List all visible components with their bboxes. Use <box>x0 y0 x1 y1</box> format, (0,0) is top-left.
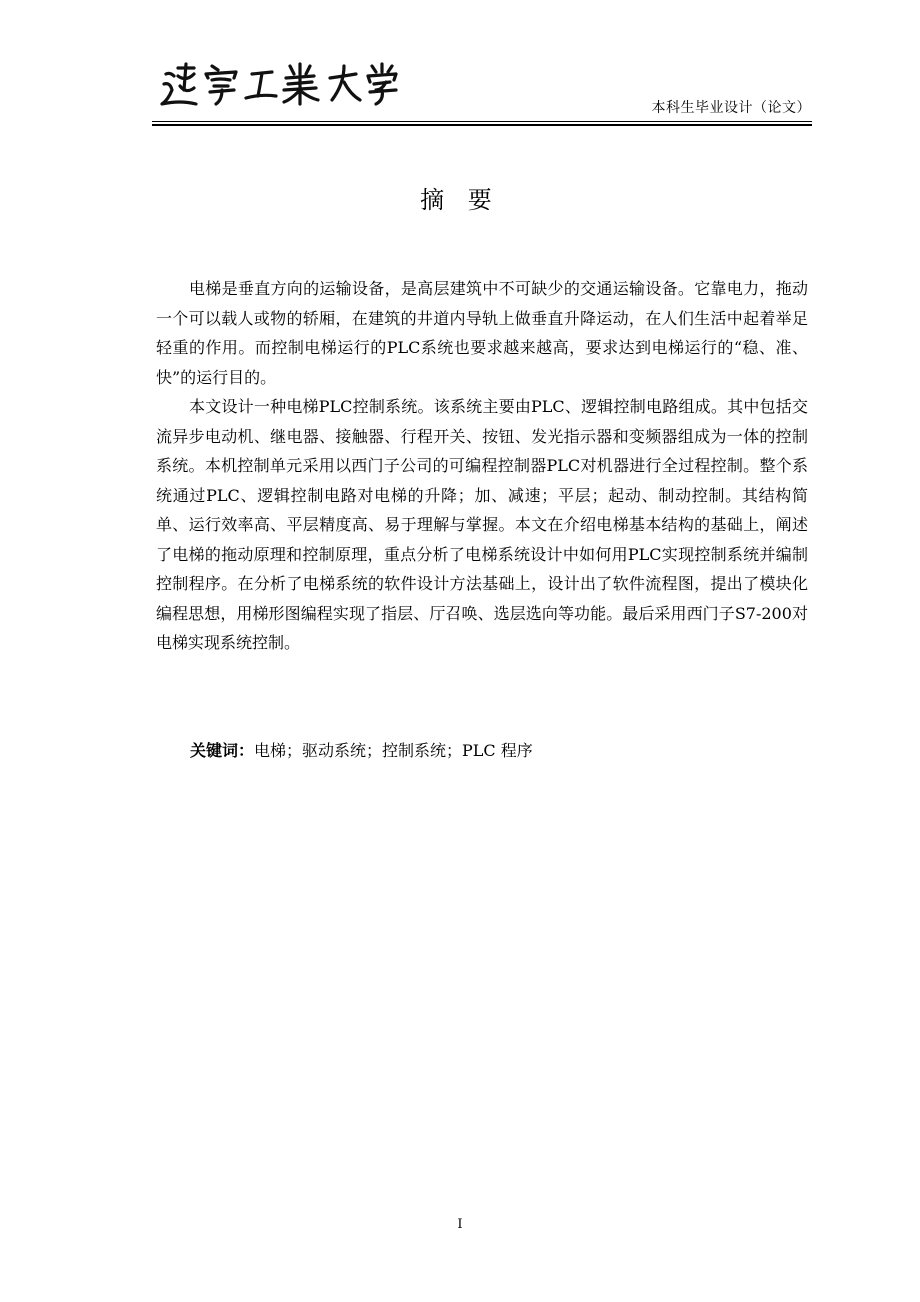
abstract-paragraph-1: 电梯是垂直方向的运输设备，是高层建筑中不可缺少的交通运输设备。它靠电力，拖动一个可以载人或物的轿厢，在建筑的井道内导轨上做垂直升降运动，在人们生活中起着举足轻重的作用。而控制电梯运行的PLC系统也要求越来越高，要求达到电梯运行的“稳、准、快”的运行目的。 <box>156 279 808 387</box>
keywords-label: 关键词： <box>190 741 255 760</box>
page-number: I <box>457 1217 463 1232</box>
header-rule-thick <box>152 124 812 126</box>
keywords-text: 电梯；驱动系统；控制系统；PLC 程序 <box>254 741 533 760</box>
abstract-paragraph-2: 本文设计一种电梯PLC控制系统。该系统主要由PLC、逻辑控制电路组成。其中包括交流异步电动机、继电器、接触器、行程开关、按钮、发光指示器和变频器组成为一体的控制系统。本机控制单元采用以西门子公司的可编程控制器PLC对机器进行全过程控制。整个系统通过PLC、逻辑控制电路对电梯的升降；加、减速；平层；起动、制动控制。其结构简单、运行效率高、平层精度高、易于理解与掌握。本文在介绍电梯基本结构的基础上，阐述了电梯的拖动原理和控制原理，重点分析了电梯系统设计中如何用PLC实现控制系统并编制控制程序。在分析了电梯系统的软件设计方法基础上，设计出了软件流程图，提出了模块化编程思想，用梯形图编程实现了指层、厅召唤、选层选向等功能。最后采用西门子S7-200对电梯实现系统控制。 <box>156 397 808 652</box>
abstract-title: 摘 要 <box>420 186 500 214</box>
abstract-body <box>156 274 808 658</box>
header-rule-thin <box>152 121 812 122</box>
document-type-label: 本科生毕业设计（论文） <box>651 100 811 116</box>
keywords-line <box>190 739 533 763</box>
university-logo <box>160 60 400 110</box>
